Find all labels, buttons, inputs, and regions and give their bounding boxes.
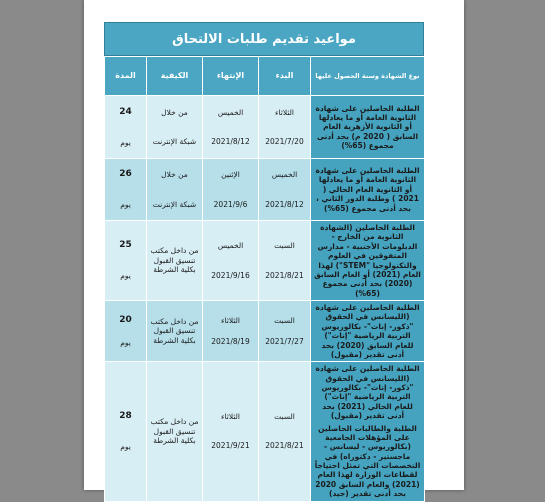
duration-unit: يوم: [120, 137, 131, 147]
row-start: [259, 362, 311, 501]
end-day: الثلاثاء: [220, 412, 240, 421]
condition-text: الطلبة والطالبات الحاصلين على المؤهلات الجامعية (بكالوريوس - ليسانس - ماجستير - دكتوراه) في التخصصات التي تمثل احتياجاً لقطاعات الوزارة لهذا العام (2021) والعام السابق 2020 بحد أدنى تقدير (جيد): [314, 423, 421, 499]
row-condition: [311, 159, 425, 221]
header-condition: نوع الشهادة وسنة الحصول عليها: [311, 57, 425, 96]
method-line-2: بكلية الشرطة: [153, 335, 196, 345]
row-end: [203, 362, 259, 501]
row-end: [203, 96, 259, 159]
duration-unit: يوم: [120, 338, 131, 348]
row-condition: [311, 301, 425, 362]
method-line-2: بكلية الشرطة: [153, 436, 196, 446]
end-date: 2021/9/21: [211, 441, 250, 451]
end-date: 2021/9/6: [213, 199, 248, 209]
table-header-row: [105, 57, 425, 96]
end-day: الإثنين: [221, 170, 240, 180]
table-title: مواعيد تقديم طلبات الالتحاق: [104, 22, 424, 56]
row-duration: [105, 159, 147, 221]
start-date: 2021/8/12: [265, 199, 304, 209]
schedule-table: [104, 56, 425, 502]
condition-text: الطلبة الحاصلين على شهادة (الليسانس في الحقوق "ذكور- إناث"- بكالوريوس التربية الرياضية "إناث") للعام الحالي (2021) بحد أدنى تقدير (مقبول): [315, 364, 420, 421]
table-row: [105, 362, 425, 501]
document-page: [84, 0, 464, 499]
header-duration: المدة: [105, 57, 147, 96]
duration-number: 26: [119, 169, 132, 180]
row-condition: [311, 221, 425, 301]
method-line-1: من داخل مكتب تنسيق القبول: [150, 317, 199, 336]
method-line-1: من داخل مكتب تنسيق القبول: [150, 417, 199, 436]
condition-text: الطلبة الحاصلين على شهادة (الليسانس في الحقوق "ذكور- إناث"- بكالوريوس التربية الرياضية "إناث") للعام السابق (2020) بحد أدنى تقدير (مقبول): [315, 303, 420, 359]
start-date: 2021/8/21: [265, 270, 304, 280]
row-end: [203, 221, 259, 301]
method-line-1: من خلال: [161, 107, 188, 117]
duration-number: 25: [119, 240, 132, 251]
row-duration: [105, 96, 147, 159]
method-line-2: شبكة الإنترنت: [152, 137, 197, 146]
start-date: 2021/7/27: [265, 337, 304, 347]
condition-text: الطلبة الحاصلين على شهادة الثانوية العامة أو ما يعادلها أو الثانوية الأزهرية العام السابق ( 2020 م) بحد أدنى مجموع (65%): [315, 103, 420, 151]
row-start: [259, 159, 311, 221]
row-start: [259, 96, 311, 159]
table-row: [105, 159, 425, 221]
row-end: [203, 301, 259, 362]
end-date: 2021/8/12: [211, 137, 250, 146]
row-method: [147, 301, 203, 362]
start-day: السبت: [274, 412, 295, 421]
duration-number: 28: [119, 411, 132, 422]
duration-unit: يوم: [120, 200, 131, 210]
start-date: 2021/7/20: [265, 137, 304, 146]
start-day: السبت: [274, 241, 295, 251]
start-day: السبت: [274, 315, 295, 325]
row-duration: [105, 301, 147, 362]
end-day: الخميس: [217, 241, 244, 251]
duration-number: 20: [119, 314, 132, 325]
header-start: البدء: [259, 57, 311, 96]
row-end: [203, 159, 259, 221]
duration-unit: يوم: [120, 271, 131, 281]
duration-number: 24: [119, 106, 132, 117]
end-date: 2021/9/16: [211, 270, 250, 280]
end-date: 2021/8/19: [211, 337, 250, 347]
row-condition: [311, 362, 425, 501]
end-day: الثلاثاء: [220, 315, 240, 325]
row-condition: [311, 96, 425, 159]
method-line-2: شبكة الإنترنت: [152, 199, 197, 209]
row-duration: [105, 362, 147, 501]
row-method: [147, 362, 203, 501]
row-method: [147, 159, 203, 221]
method-line-1: من داخل مكتب تنسيق القبول: [150, 246, 199, 265]
header-method: الكيفية: [147, 57, 203, 96]
method-line-2: بكلية الشرطة: [153, 265, 196, 275]
header-end: الإنتهاء: [203, 57, 259, 96]
method-line-1: من خلال: [161, 170, 188, 180]
schedule-table-wrapper: [104, 22, 424, 502]
row-method: [147, 96, 203, 159]
start-date: 2021/8/21: [265, 441, 304, 451]
table-row: [105, 221, 425, 301]
row-duration: [105, 221, 147, 301]
table-row: [105, 96, 425, 159]
row-start: [259, 301, 311, 362]
end-day: الخميس: [217, 107, 244, 117]
start-day: الخميس: [271, 170, 298, 180]
start-day: الثلاثاء: [274, 107, 294, 117]
row-method: [147, 221, 203, 301]
row-start: [259, 221, 311, 301]
duration-unit: يوم: [120, 442, 131, 452]
condition-text: الطلبة الحاصلين على شهادة الثانوية العامة أو ما يعادلها أو الثانوية العام الحالي ( 2021 ) وطلبة الدور الثاني ، بحد أدنى مجموع (65%): [315, 166, 420, 213]
condition-text: الطلبة الحاصلين (الشهادة الثانوية من الخارج - الدبلومات الأجنبية - مدارس المتفوقين في العلوم والتكنولوجيا "STEM") لهذا العام (2021) أو العام السابق (2020) بحد أدنى مجموع (65%): [314, 223, 421, 298]
table-row: [105, 301, 425, 362]
